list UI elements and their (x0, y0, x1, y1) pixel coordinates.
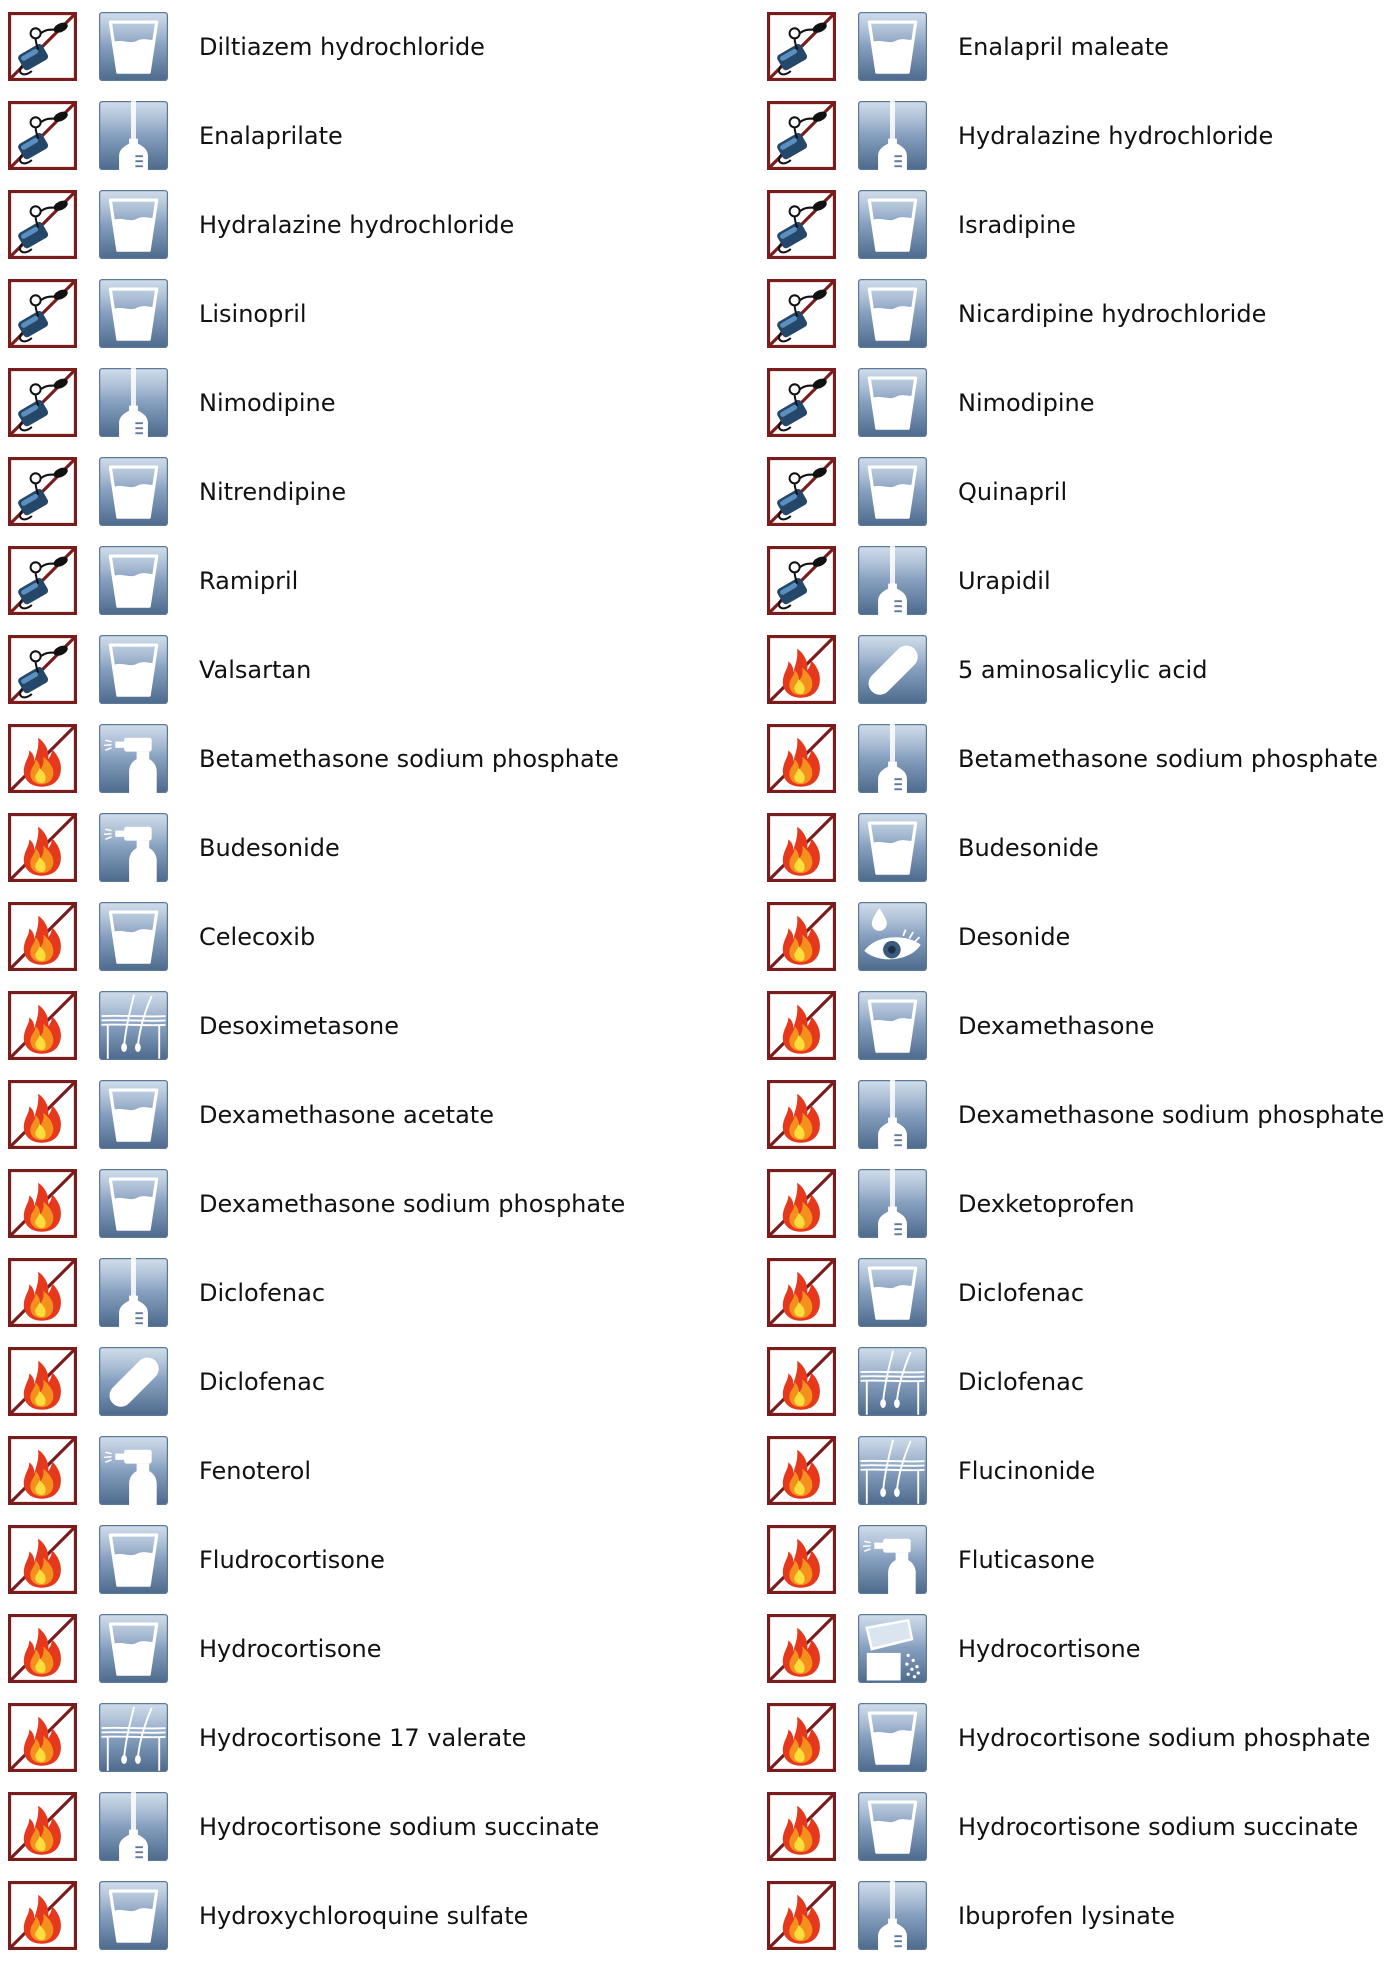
drug-name: Diclofenac (958, 1278, 1085, 1307)
glass-icon (858, 190, 927, 259)
drug-entry (0, 1871, 759, 1960)
vial-icon (99, 368, 168, 437)
drug-name: Hydralazine hydrochloride (958, 121, 1274, 150)
spray-icon (99, 724, 168, 793)
drug-name: Lisinopril (199, 299, 307, 328)
drug-entry (759, 91, 1397, 180)
blood-pressure-cuff-icon (767, 12, 836, 81)
vial-icon (99, 101, 168, 170)
drug-entry (759, 358, 1397, 447)
vial-icon (99, 1792, 168, 1861)
drug-name: Hydrocortisone sodium succinate (958, 1812, 1359, 1841)
drug-entry (759, 1871, 1397, 1960)
drug-entry (0, 91, 759, 180)
glass-icon (858, 457, 927, 526)
flame-icon (767, 1525, 836, 1594)
glass-icon (99, 457, 168, 526)
flame-icon (8, 902, 77, 971)
drug-entry (0, 1693, 759, 1782)
glass-icon (858, 991, 927, 1060)
drug-entry (759, 1070, 1397, 1159)
drug-name: Diclofenac (199, 1278, 326, 1307)
drug-entry (0, 447, 759, 536)
blood-pressure-cuff-icon (8, 368, 77, 437)
skin-hair-icon (858, 1436, 927, 1505)
flame-icon (767, 1614, 836, 1683)
suppository-icon (858, 635, 927, 704)
drug-name: Fluticasone (958, 1545, 1095, 1574)
drug-name: Betamethasone sodium phosphate (199, 744, 619, 773)
drug-name: Quinapril (958, 477, 1068, 506)
vial-icon (858, 1169, 927, 1238)
blood-pressure-cuff-icon (767, 546, 836, 615)
flame-icon (8, 1169, 77, 1238)
drug-name: 5 aminosalicylic acid (958, 655, 1208, 684)
drug-entry (0, 358, 759, 447)
glass-icon (99, 1881, 168, 1950)
eye-drop-icon (858, 902, 927, 971)
drug-name: Ibuprofen lysinate (958, 1901, 1175, 1930)
glass-icon (99, 1080, 168, 1149)
flame-icon (8, 813, 77, 882)
drug-entry (0, 714, 759, 803)
drug-entry (0, 981, 759, 1070)
glass-icon (99, 902, 168, 971)
flame-icon (8, 1347, 77, 1416)
flame-icon (767, 1881, 836, 1950)
flame-icon (8, 1080, 77, 1149)
glass-icon (99, 635, 168, 704)
drug-name: Desoximetasone (199, 1011, 399, 1040)
flame-icon (767, 1080, 836, 1149)
drug-name: Hydrocortisone (199, 1634, 382, 1663)
drug-entry (759, 1693, 1397, 1782)
glass-icon (99, 1169, 168, 1238)
drug-entry (759, 1426, 1397, 1515)
vial-icon (858, 1881, 927, 1950)
spray-icon (858, 1525, 927, 1594)
drug-name: Hydrocortisone sodium phosphate (958, 1723, 1371, 1752)
drug-entry (0, 1159, 759, 1248)
drug-entry (759, 714, 1397, 803)
drug-name: Hydralazine hydrochloride (199, 210, 515, 239)
drug-name: Enalapril maleate (958, 32, 1169, 61)
drug-name: Fenoterol (199, 1456, 312, 1485)
blood-pressure-cuff-icon (8, 546, 77, 615)
vial-icon (858, 101, 927, 170)
drug-name: Diltiazem hydrochloride (199, 32, 485, 61)
glass-icon (99, 279, 168, 348)
drug-name: Desonide (958, 922, 1071, 951)
flame-icon (8, 1703, 77, 1772)
flame-icon (767, 991, 836, 1060)
drug-entry (0, 2, 759, 91)
flame-icon (767, 1169, 836, 1238)
drug-name: Celecoxib (199, 922, 316, 951)
drug-entry (0, 625, 759, 714)
glass-icon (99, 190, 168, 259)
spray-icon (99, 813, 168, 882)
flame-icon (767, 813, 836, 882)
drug-name: Nitrendipine (199, 477, 347, 506)
blood-pressure-cuff-icon (767, 279, 836, 348)
drug-name: Budesonide (958, 833, 1099, 862)
drug-name: Dexamethasone sodium phosphate (958, 1100, 1385, 1129)
vial-icon (99, 1258, 168, 1327)
drug-entry (759, 1337, 1397, 1426)
glass-icon (99, 546, 168, 615)
skin-hair-icon (858, 1347, 927, 1416)
drug-entry (759, 1782, 1397, 1871)
vial-icon (858, 1080, 927, 1149)
blood-pressure-cuff-icon (8, 101, 77, 170)
drug-entry (759, 536, 1397, 625)
blood-pressure-cuff-icon (8, 279, 77, 348)
drug-entry (759, 180, 1397, 269)
glass-icon (858, 1792, 927, 1861)
glass-icon (858, 368, 927, 437)
drug-name: Enalaprilate (199, 121, 343, 150)
drug-name: Isradipine (958, 210, 1076, 239)
drug-entry (759, 625, 1397, 714)
blood-pressure-cuff-icon (767, 101, 836, 170)
powder-sachet-icon (858, 1614, 927, 1683)
skin-hair-icon (99, 991, 168, 1060)
drug-entry (759, 447, 1397, 536)
drug-name: Dexamethasone (958, 1011, 1155, 1040)
drug-name: Dexamethasone acetate (199, 1100, 494, 1129)
drug-entry (759, 892, 1397, 981)
drug-entry (0, 1337, 759, 1426)
drug-name: Hydroxychloroquine sulfate (199, 1901, 529, 1930)
blood-pressure-cuff-icon (8, 190, 77, 259)
glass-icon (858, 1703, 927, 1772)
drug-name: Diclofenac (958, 1367, 1085, 1396)
drug-name: Budesonide (199, 833, 340, 862)
vial-icon (858, 546, 927, 615)
skin-hair-icon (99, 1703, 168, 1772)
glass-icon (858, 813, 927, 882)
flame-icon (767, 1347, 836, 1416)
drug-name: Ramipril (199, 566, 299, 595)
drug-entry (0, 1782, 759, 1871)
drug-entry (0, 180, 759, 269)
blood-pressure-cuff-icon (8, 635, 77, 704)
drug-name: Flucinonide (958, 1456, 1096, 1485)
drug-name: Diclofenac (199, 1367, 326, 1396)
glass-icon (858, 279, 927, 348)
drug-entry (0, 1426, 759, 1515)
drug-entry (0, 1070, 759, 1159)
drug-entry (0, 1515, 759, 1604)
drug-entry (759, 1515, 1397, 1604)
blood-pressure-cuff-icon (8, 457, 77, 526)
drug-name: Nicardipine hydrochloride (958, 299, 1267, 328)
drug-entry (759, 1248, 1397, 1337)
drug-name: Betamethasone sodium phosphate (958, 744, 1378, 773)
blood-pressure-cuff-icon (767, 368, 836, 437)
drug-name: Nimodipine (199, 388, 336, 417)
flame-icon (767, 1258, 836, 1327)
drug-name: Hydrocortisone sodium succinate (199, 1812, 600, 1841)
spray-icon (99, 1436, 168, 1505)
glass-icon (858, 1258, 927, 1327)
flame-icon (8, 1525, 77, 1594)
drug-entry (0, 803, 759, 892)
glass-icon (99, 1525, 168, 1594)
flame-icon (8, 1436, 77, 1505)
drug-entry (759, 1604, 1397, 1693)
flame-icon (8, 1792, 77, 1861)
flame-icon (8, 724, 77, 793)
drug-name: Fludrocortisone (199, 1545, 385, 1574)
flame-icon (767, 724, 836, 793)
drug-entry (759, 981, 1397, 1070)
drug-entry (0, 1604, 759, 1693)
drug-entry (0, 269, 759, 358)
drug-entry (759, 2, 1397, 91)
flame-icon (767, 1792, 836, 1861)
blood-pressure-cuff-icon (767, 457, 836, 526)
drug-name: Nimodipine (958, 388, 1095, 417)
flame-icon (8, 991, 77, 1060)
drug-name: Hydrocortisone 17 valerate (199, 1723, 527, 1752)
drug-entry (0, 536, 759, 625)
flame-icon (8, 1614, 77, 1683)
vial-icon (858, 724, 927, 793)
drug-name: Valsartan (199, 655, 312, 684)
blood-pressure-cuff-icon (8, 12, 77, 81)
flame-icon (767, 635, 836, 704)
drug-entry (0, 1248, 759, 1337)
drug-name: Dexamethasone sodium phosphate (199, 1189, 626, 1218)
drug-name: Urapidil (958, 566, 1051, 595)
drug-name: Dexketoprofen (958, 1189, 1135, 1218)
glass-icon (99, 1614, 168, 1683)
glass-icon (99, 12, 168, 81)
drug-entry (759, 1159, 1397, 1248)
suppository-icon (99, 1347, 168, 1416)
flame-icon (767, 902, 836, 971)
drug-entry (759, 269, 1397, 358)
blood-pressure-cuff-icon (767, 190, 836, 259)
glass-icon (858, 12, 927, 81)
drug-name: Hydrocortisone (958, 1634, 1141, 1663)
flame-icon (767, 1436, 836, 1505)
flame-icon (767, 1703, 836, 1772)
drug-entry (0, 892, 759, 981)
flame-icon (8, 1258, 77, 1327)
drug-entry (759, 803, 1397, 892)
flame-icon (8, 1881, 77, 1950)
